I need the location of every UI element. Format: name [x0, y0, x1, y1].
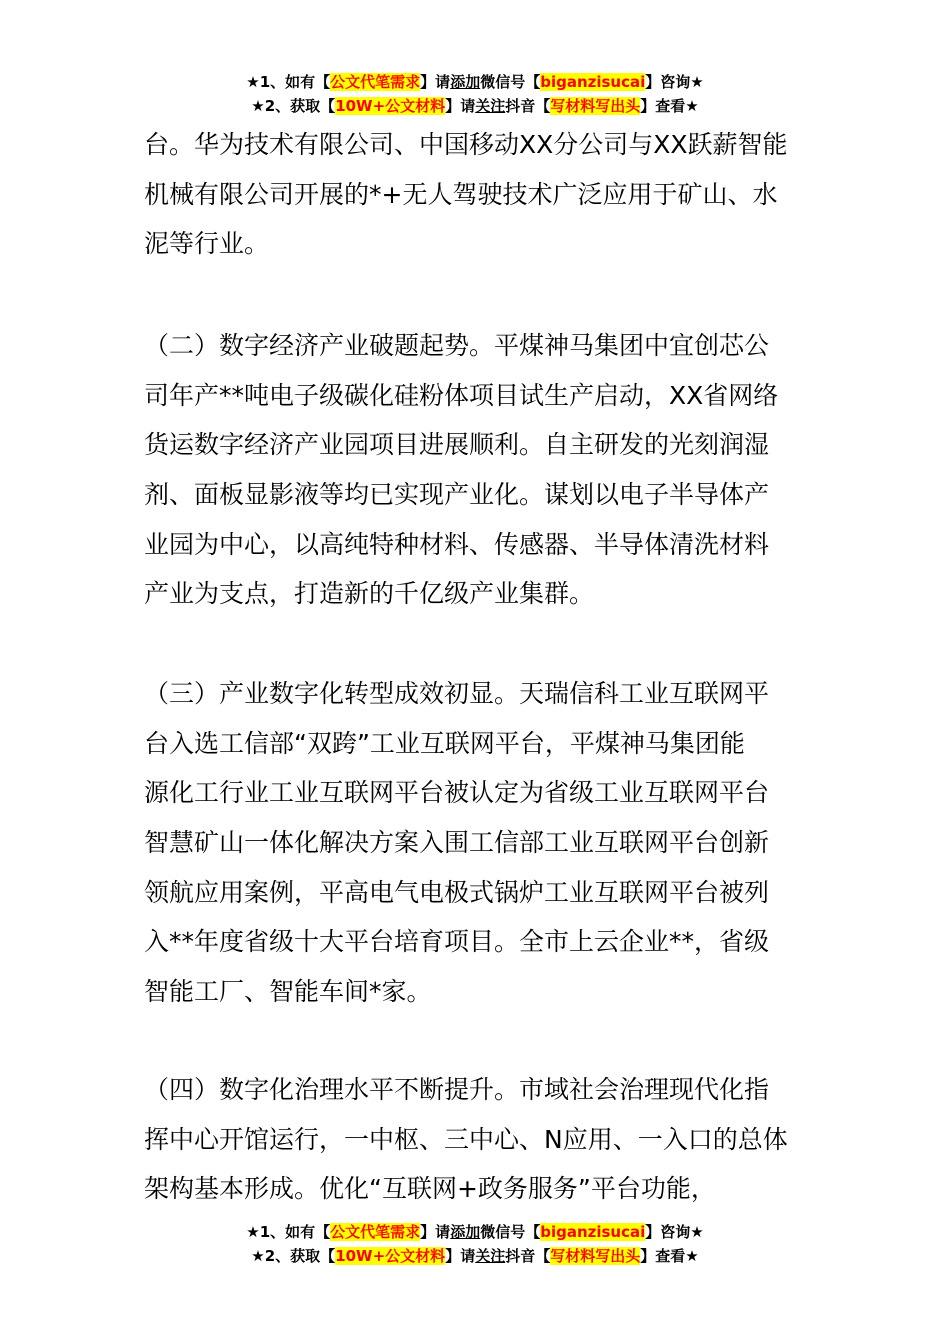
text-line: （三）产业数字化转型成效初显。天瑞信科工业互联网平	[144, 679, 770, 708]
banner-line-1	[0, 70, 950, 94]
text-line: 台。华为技术有限公司、中国移动XX分公司与XX跃薪智能	[144, 130, 788, 159]
paragraph-continuation	[144, 120, 806, 269]
banner-underline: 关注	[475, 97, 506, 115]
banner-text: 】咨询★	[645, 73, 704, 91]
text-line: 泥等行业。	[144, 229, 270, 259]
text-line: 入**年度省级十大平台培育项目。全市上云企业**，省级	[144, 927, 770, 957]
banner-text: ★2、获取【	[251, 1247, 336, 1265]
text-line: 挥中心开馆运行，一中枢、三中心、N应用、一入口的总体	[144, 1124, 788, 1154]
banner-text: ★1、如有【	[246, 73, 331, 91]
banner-underline: 关注	[475, 1247, 506, 1265]
text-line: 领航应用案例，平高电气电极式锅炉工业互联网平台被列	[144, 877, 770, 907]
banner-line-1	[0, 1220, 950, 1244]
banner-highlight: 10W+公文材料	[335, 97, 446, 115]
paragraph-digital-governance	[144, 1065, 806, 1214]
paragraph-digital-economy-industry	[144, 321, 806, 619]
paragraph-industrial-digitalization	[144, 669, 806, 1017]
text-line: 台入选工信部“双跨”工业互联网平台，平煤神马集团能	[144, 728, 745, 758]
header-banner	[0, 70, 950, 118]
text-line: （二）数字经济产业破题起势。平煤神马集团中宜创芯公	[144, 331, 770, 360]
footer-banner	[0, 1220, 950, 1268]
text-line: 产业为支点，打造新的千亿级产业集群。	[144, 579, 595, 609]
banner-text: 微信号【	[480, 73, 541, 91]
banner-highlight: biganzisucai	[540, 1223, 646, 1241]
text-line: 剂、面板显影液等均已实现产业化。谋划以电子半导体产	[144, 480, 770, 510]
text-line: 智能工厂、智能车间*家。	[144, 977, 432, 1007]
banner-highlight: 公文代笔需求	[330, 1223, 421, 1241]
banner-line-2	[0, 94, 950, 118]
text-line: 机械有限公司开展的*+无人驾驶技术广泛应用于矿山、水	[144, 179, 778, 209]
text-line: 业园为中心，以高纯特种材料、传感器、半导体清洗材料	[144, 529, 770, 559]
banner-underline: 添加	[450, 1223, 481, 1241]
text-line: 架构基本形成。优化“互联网+政务服务”平台功能，	[144, 1174, 716, 1204]
banner-text: 抖音【	[505, 1247, 551, 1265]
text-line: 司年产**吨电子级碳化硅粉体项目试生产启动，XX省网络	[144, 380, 779, 410]
text-line: 智慧矿山一体化解决方案入围工信部工业互联网平台创新	[144, 828, 770, 858]
banner-line-2	[0, 1244, 950, 1268]
text-line: （四）数字化治理水平不断提升。市域社会治理现代化指	[144, 1075, 770, 1104]
banner-text: ★1、如有【	[246, 1223, 331, 1241]
banner-text: 】请	[445, 1247, 476, 1265]
text-line: 源化工行业工业互联网平台被认定为省级工业互联网平台	[144, 778, 770, 808]
banner-text: 】查看★	[640, 97, 699, 115]
banner-text: 微信号【	[480, 1223, 541, 1241]
banner-highlight: 公文代笔需求	[330, 73, 421, 91]
banner-text: 】请	[420, 73, 451, 91]
banner-highlight: 10W+公文材料	[335, 1247, 446, 1265]
banner-highlight: biganzisucai	[540, 73, 646, 91]
banner-text: 】请	[420, 1223, 451, 1241]
banner-text: 】查看★	[640, 1247, 699, 1265]
banner-text: 抖音【	[505, 97, 551, 115]
banner-text: 】咨询★	[645, 1223, 704, 1241]
banner-highlight: 写材料写出头	[550, 1247, 641, 1265]
text-line: 货运数字经济产业园项目进展顺利。自主研发的光刻润湿	[144, 430, 770, 460]
banner-underline: 添加	[450, 73, 481, 91]
banner-text: 】请	[445, 97, 476, 115]
banner-text: ★2、获取【	[251, 97, 336, 115]
banner-highlight: 写材料写出头	[550, 97, 641, 115]
